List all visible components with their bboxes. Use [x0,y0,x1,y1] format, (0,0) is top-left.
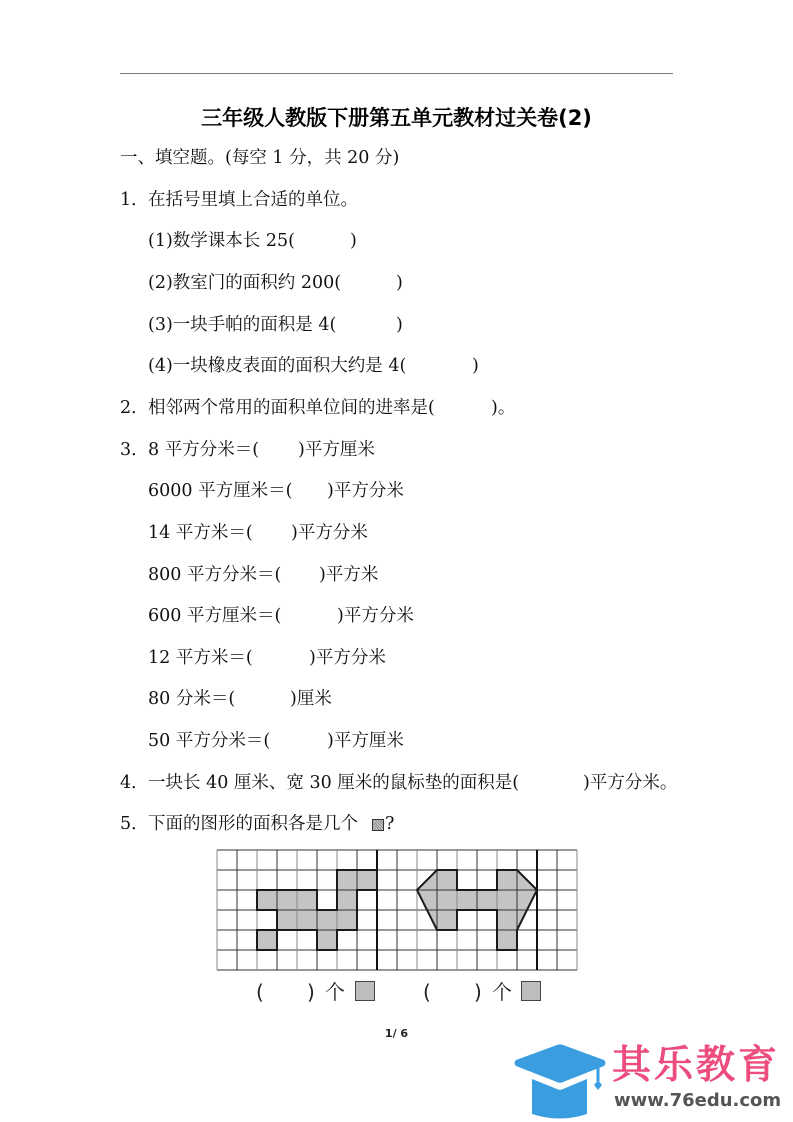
answer-open-paren: ( [256,980,264,1004]
q1-item-1 [148,229,648,253]
answer-unit: 个 [492,980,512,1004]
question-5 [120,812,720,836]
q3-item-2 [148,479,648,503]
conversion-text: 50 平方分米＝( [148,731,271,751]
item-text: (2)教室门的面积约 200( [148,273,342,293]
question-number: 2． [120,398,149,418]
answer-blank-close: )。 [491,398,516,418]
question-2 [120,396,720,420]
q3-item-8 [148,729,648,753]
q3-item-4 [148,563,648,587]
brand-url: www.76edu.com [614,1090,782,1111]
answer-unit: 个 [325,980,345,1004]
conversion-text: 800 平方分米＝( [148,565,282,585]
brand-name: 其乐教育 [612,1043,781,1088]
question-number: 3． [120,440,149,460]
item-text: (4)一块橡皮表面的面积大约是 4( [148,356,407,376]
question-number: 4． [120,773,149,793]
q3-item-3 [148,521,648,545]
question-3 [120,438,720,462]
unit-square-icon [355,981,375,1001]
question-prompt: 在括号里填上合适的单位。 [148,190,358,210]
q1-item-3 [148,313,648,337]
conversion-text: 14 平方米＝( [148,523,253,543]
answer-blank-close: ) [396,315,403,335]
answer-open-paren: ( [423,980,431,1004]
question-1 [120,188,720,212]
answer-blank-close: ) [350,231,357,251]
grid-figure [216,849,580,973]
shape-left-fill [257,930,277,950]
item-text: (1)数学课本长 25( [148,231,295,251]
answer-blank-close: ) [472,356,479,376]
unit-square-icon [372,819,384,831]
q3-item-5 [148,604,648,628]
header-rule [120,73,673,74]
unit-square-icon [521,981,541,1001]
conversion-text: 6000 平方厘米＝( [148,481,293,501]
graduation-cap-icon [510,1040,610,1122]
question-4 [120,771,720,795]
q1-item-4 [148,354,648,378]
conversion-unit: )平方分米 [337,606,414,626]
item-text: (3)一块手帕的面积是 4( [148,315,337,335]
question-number: 1． [120,190,149,210]
answer-close-paren: ) [474,980,482,1004]
conversion-text: 80 分米＝( [148,689,236,709]
answer-blank-close: )平方分米。 [583,773,678,793]
conversion-text: 12 平方米＝( [148,648,253,668]
conversion-unit: )平方厘米 [298,440,375,460]
question-prompt: 下面的图形的面积各是几个 [148,814,358,834]
page-number: 1/ 6 [384,1027,409,1040]
conversion-unit: )厘米 [290,689,332,709]
question-suffix: ? [385,814,395,834]
page-title: 三年级人教版下册第五单元教材过关卷(2) [201,106,592,130]
conversion-unit: )平方分米 [291,523,368,543]
section-heading: 一、填空题。(每空 1 分，共 20 分) [120,148,400,168]
question-prompt: 一块长 40 厘米、宽 30 厘米的鼠标垫的面积是( [148,773,520,793]
q1-item-2 [148,271,648,295]
question-number: 5． [120,814,149,834]
conversion-unit: )平方分米 [327,481,404,501]
answer-close-paren: ) [307,980,315,1004]
question-prompt: 相邻两个常用的面积单位间的进率是( [148,398,435,418]
conversion-text: 8 平方分米＝( [148,440,260,460]
conversion-unit: )平方厘米 [327,731,404,751]
q3-item-6 [148,646,648,670]
answer-blank-close: ) [396,273,403,293]
conversion-text: 600 平方厘米＝( [148,606,282,626]
q3-item-7 [148,687,648,711]
conversion-unit: )平方米 [319,565,379,585]
conversion-unit: )平方分米 [309,648,386,668]
